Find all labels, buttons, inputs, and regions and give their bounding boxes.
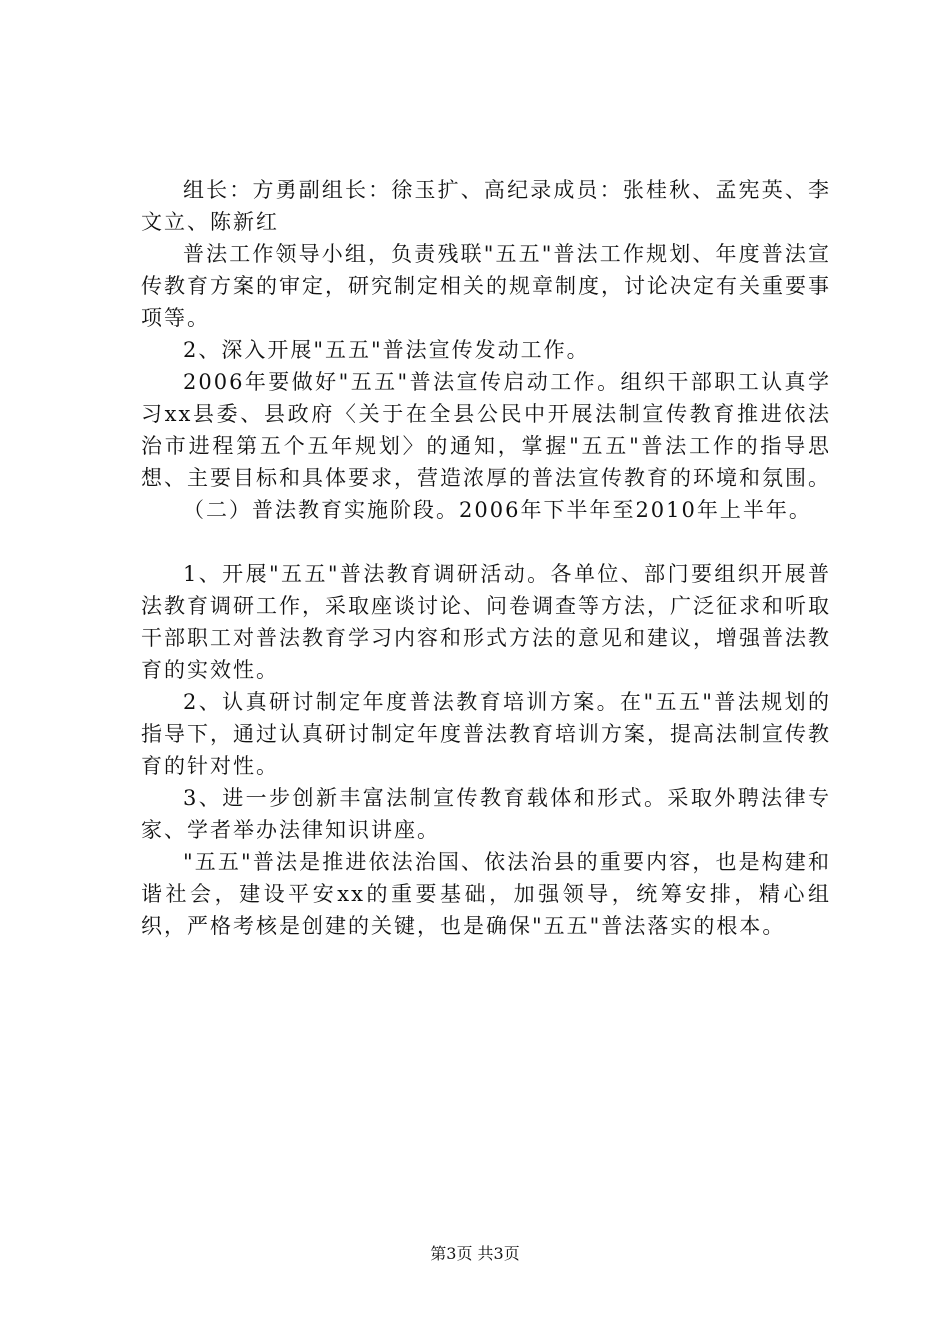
paragraph-leadership-duties: 普法工作领导小组，负责残联"五五"普法工作规划、年度普法宣传教育方案的审定，研究制定相关的规章制度，讨论决定有关重要事项等。: [141, 242, 831, 330]
paragraph-conclusion: "五五"普法是推进依法治国、依法治县的重要内容，也是构建和谐社会，建设平安xx的重要基础，加强领导，统筹安排，精心组织，严格考核是创建的关键，也是确保"五五"普法落实的根本。: [141, 850, 831, 938]
paragraph-item-2-heading: 2、深入开展"五五"普法宣传发动工作。: [183, 338, 590, 362]
page-number-footer: 第3页 共3页: [430, 1244, 520, 1263]
paragraph-section-2-heading: （二）普法教育实施阶段。2006年下半年至2010年上半年。: [183, 498, 812, 522]
paragraph-item-2-training: 2、认真研讨制定年度普法教育培训方案。在"五五"普法规划的指导下，通过认真研讨制定年度普法教育培训方案，提高法制宣传教育的针对性。: [141, 690, 831, 778]
paragraph-item-1-research: 1、开展"五五"普法教育调研活动。各单位、部门要组织开展普法教育调研工作，采取座谈讨论、问卷调查等方法，广泛征求和听取干部职工对普法教育学习内容和形式方法的意见和建议，增强普法教育的实效性。: [141, 562, 831, 682]
paragraph-2006-launch: 2006年要做好"五五"普法宣传启动工作。组织干部职工认真学习xx县委、县政府〈关于在全县公民中开展法制宣传教育推进依法治市进程第五个五年规划〉的通知，掌握"五五"普法工作的指导思想、主要目标和具体要求，营造浓厚的普法宣传教育的环境和氛围。: [141, 370, 831, 490]
document-body: [141, 174, 831, 942]
paragraph-leadership-members: 组长：方勇副组长：徐玉扩、高纪录成员：张桂秋、孟宪英、李文立、陈新红: [141, 178, 831, 234]
paragraph-item-3-innovation: 3、进一步创新丰富法制宣传教育载体和形式。采取外聘法律专家、学者举办法律知识讲座。: [141, 786, 831, 842]
